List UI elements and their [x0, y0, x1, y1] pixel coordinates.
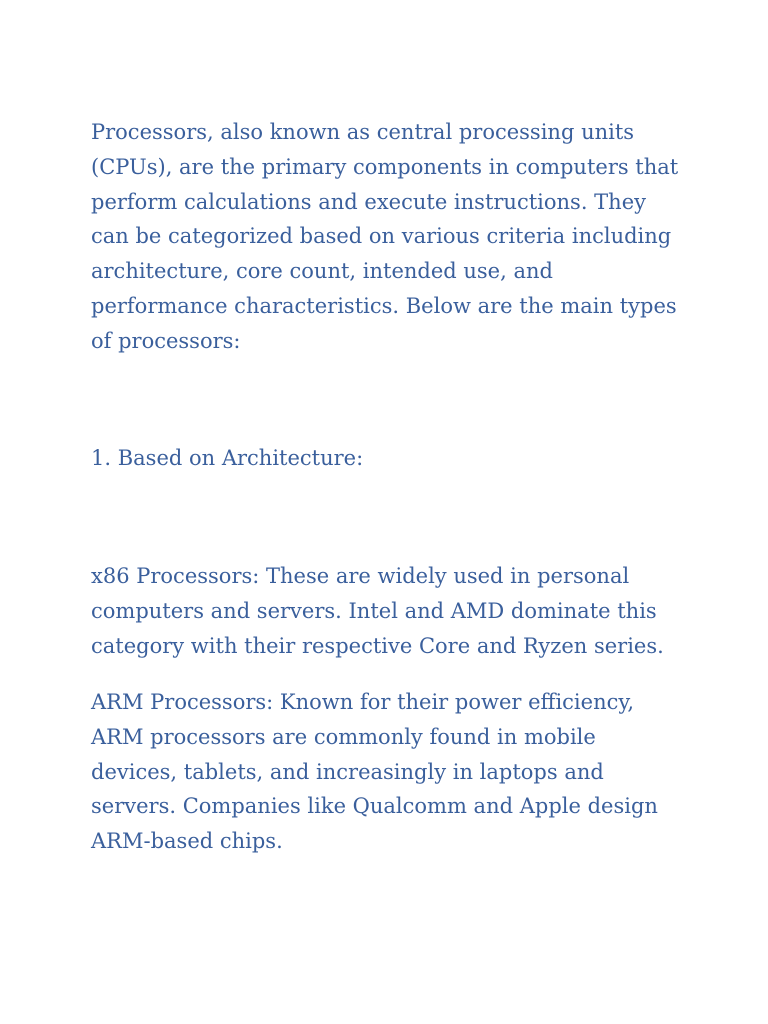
text-line: computers and servers. Intel and AMD dominate this [91, 598, 657, 623]
text-line: of processors: [91, 328, 241, 353]
arm-paragraph [91, 685, 658, 859]
text-line: category with their respective Core and Ryzen series. [91, 633, 664, 658]
intro-paragraph [91, 115, 678, 359]
text-line: servers. Companies like Qualcomm and Apple design [91, 794, 658, 819]
heading-text: 1. Based on Architecture: [91, 446, 364, 470]
x86-paragraph [91, 559, 664, 663]
text-line: can be categorized based on various criteria including [91, 224, 672, 249]
text-line: performance characteristics. Below are the main types [91, 293, 677, 318]
text-line: architecture, core count, intended use, and [91, 259, 553, 284]
text-line: perform calculations and execute instructions. They [91, 189, 646, 214]
text-line: ARM processors are commonly found in mobile [91, 724, 596, 749]
text-line: ARM Processors: Known for their power efficiency, [91, 690, 635, 714]
text-line: (CPUs), are the primary components in computers that [91, 154, 679, 179]
section-heading [91, 441, 363, 476]
text-line: devices, tablets, and increasingly in laptops and [91, 759, 604, 784]
text-line: ARM-based chips. [91, 829, 283, 854]
text-line: Processors, also known as central processing units [91, 120, 635, 144]
text-line: x86 Processors: These are widely used in personal [91, 564, 630, 588]
